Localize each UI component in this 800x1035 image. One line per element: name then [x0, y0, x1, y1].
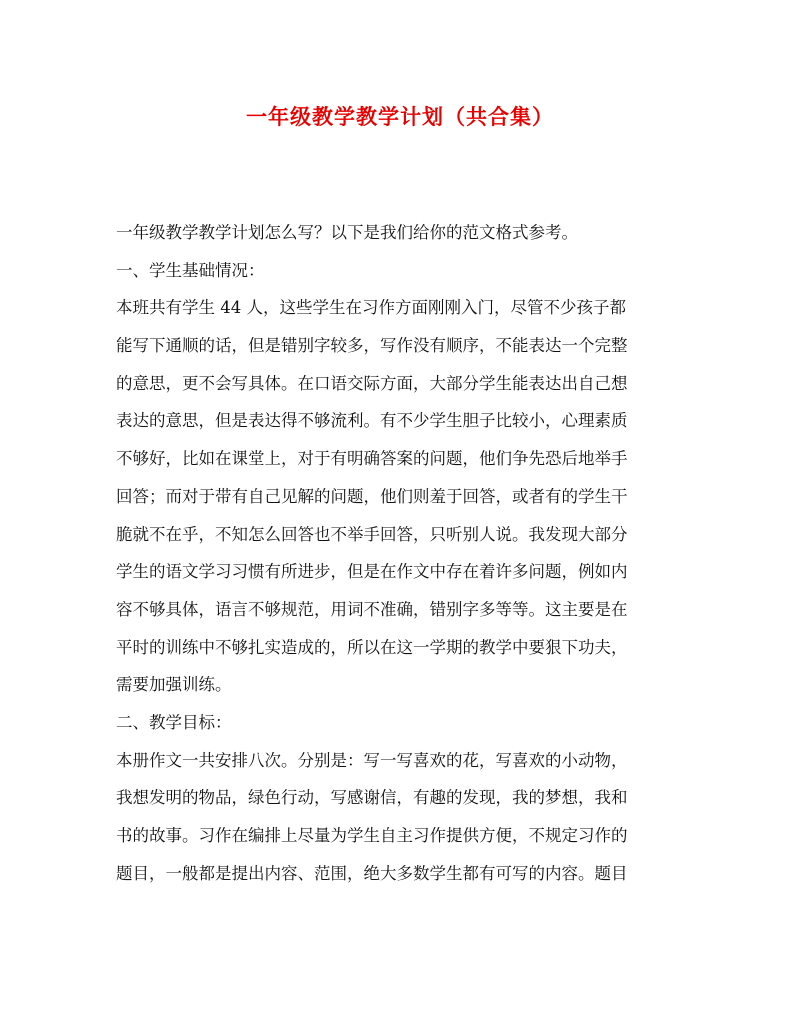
body-line: 书的故事。习作在编排上尽量为学生自主习作提供方便，不规定习作的: [116, 826, 628, 845]
body-line: 二、教学目标：: [116, 712, 232, 732]
body-line: 能写下通顺的话，但是错别字较多，写作没有顺序，不能表达一个完整: [116, 336, 628, 356]
body-line: 不够好，比如在课堂上，对于有明确答案的问题，他们争先恐后地举手: [116, 449, 628, 469]
body-line: 题目，一般都是提出内容、范围，绝大多数学生都有可写的内容。题目: [116, 863, 628, 883]
body-line: 需要加强训练。: [116, 675, 232, 695]
body-line: 脆就不在乎，不知怎么回答也不举手回答，只听别人说。我发现大部分: [116, 524, 628, 544]
document-body: [116, 214, 686, 892]
body-line: 本班共有学生 44 人，这些学生在习作方面刚刚入门，尽管不少孩子都: [116, 298, 626, 318]
body-line: 回答；而对于带有自己见解的问题，他们则羞于回答，或者有的学生干: [116, 486, 628, 506]
body-line: 一年级教学教学计划怎么写？以下是我们给你的范文格式参考。: [116, 223, 578, 242]
document-title: 一年级教学教学计划（共合集）: [246, 104, 554, 129]
body-line: 的意思，更不会写具体。在口语交际方面，大部分学生能表达出自己想: [116, 373, 628, 393]
body-line: 本册作文一共安排八次。分别是：写一写喜欢的花，写喜欢的小动物，: [116, 750, 628, 770]
body-line: 容不够具体，语言不够规范，用词不准确，错别字多等等。这主要是在: [116, 599, 628, 619]
body-line: 一、学生基础情况：: [116, 260, 265, 280]
body-line: 表达的意思，但是表达得不够流利。有不少学生胆子比较小，心理素质: [116, 411, 628, 431]
body-line: 我想发明的物品，绿色行动，写感谢信，有趣的发现，我的梦想，我和: [116, 788, 628, 808]
body-line: 平时的训练中不够扎实造成的，所以在这一学期的教学中要狠下功夫，: [116, 637, 628, 657]
body-line: 学生的语文学习习惯有所进步，但是在作文中存在着许多问题，例如内: [116, 562, 628, 582]
